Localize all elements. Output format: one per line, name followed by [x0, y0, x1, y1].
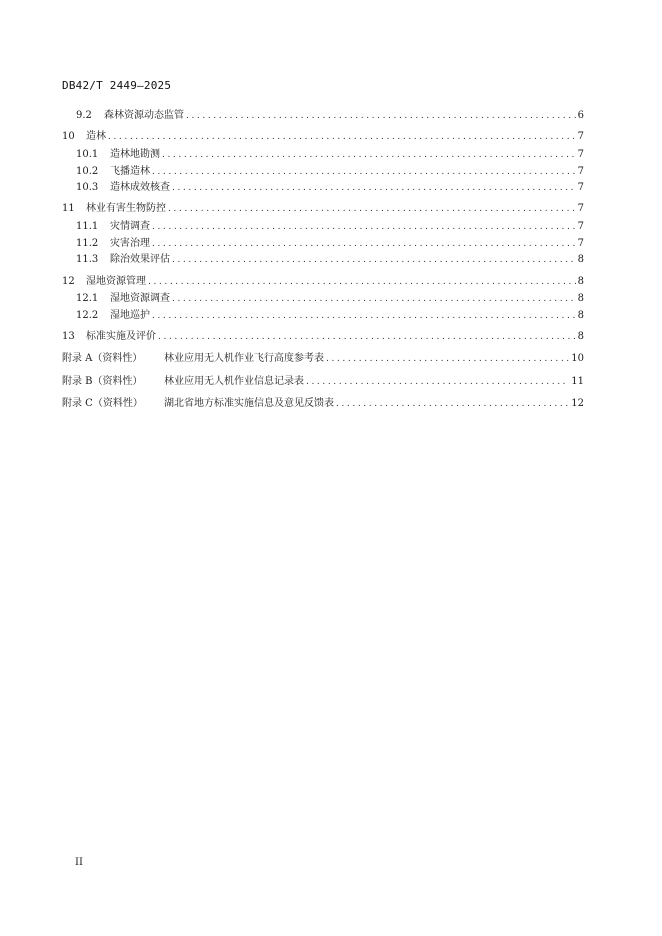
toc-entry-10-1[interactable]: [76, 148, 584, 162]
toc-entry-number: 10.1: [76, 149, 99, 160]
toc-entry-number: 12.2: [76, 310, 99, 321]
toc-entry-page: 8: [577, 331, 584, 342]
toc-leader-dots: [152, 165, 576, 179]
toc-entry-page: 7: [577, 182, 584, 193]
toc-entry-title: 造林: [86, 131, 106, 142]
toc-entry-12-2[interactable]: [76, 309, 584, 323]
toc-entry-title: 湿地资源调查: [110, 293, 170, 304]
toc-entry-page: 6: [577, 110, 584, 121]
toc-entry-page: 7: [577, 131, 584, 142]
toc-entry-10-3[interactable]: [76, 181, 584, 195]
toc-entry-page: 7: [577, 238, 584, 249]
toc-entry-9-2[interactable]: [76, 109, 584, 123]
toc-entry-11[interactable]: [62, 202, 584, 216]
toc-entry-title: 造林地勘测: [110, 149, 160, 160]
toc-entry-title: 飞播造林: [110, 166, 150, 177]
toc-entry-number: 13: [62, 331, 75, 342]
toc-entry-number: 11: [62, 203, 75, 214]
toc-entry-title: 湿地巡护: [110, 310, 150, 321]
toc-entry-page: 11: [571, 376, 584, 387]
toc-entry-13[interactable]: [62, 330, 584, 344]
toc-leader-dots: [152, 309, 576, 323]
toc-leader-dots: [172, 181, 576, 195]
toc-entry-number: 9.2: [76, 110, 92, 121]
toc-entry-page: 7: [577, 203, 584, 214]
toc-entry-title: 林业应用无人机作业信息记录表: [164, 376, 304, 387]
toc-entry-page: 8: [577, 254, 584, 265]
toc-entry-number: 11.2: [76, 238, 99, 249]
toc-entry-appendix-a[interactable]: [62, 352, 584, 366]
toc-entry-11-2[interactable]: [76, 237, 584, 251]
toc-entry-appendix-c[interactable]: [62, 397, 584, 411]
toc-entry-number: 10.2: [76, 166, 99, 177]
toc-entry-number: 附录 A（资料性）: [62, 353, 143, 364]
toc-entry-page: 7: [577, 221, 584, 232]
toc-entry-title: 造林成效核查: [110, 182, 170, 193]
toc-leader-dots: [168, 202, 576, 216]
toc-leader-dots: [148, 275, 576, 289]
toc-entry-number: 12: [62, 276, 75, 287]
toc-entry-title: 标准实施及评价: [86, 331, 156, 342]
toc-entry-10-2[interactable]: [76, 165, 584, 179]
toc-entry-title: 灾害治理: [110, 238, 150, 249]
toc-entry-title: 林业应用无人机作业飞行高度参考表: [164, 353, 324, 364]
toc-entry-title: 灾情调查: [110, 221, 150, 232]
document-code: DB42/T 2449—2025: [62, 79, 172, 92]
toc-entry-page: 10: [571, 353, 584, 364]
toc-leader-dots: [326, 352, 569, 366]
toc-entry-page: 8: [577, 276, 584, 287]
toc-leader-dots: [152, 237, 576, 251]
toc-leader-dots: [336, 397, 569, 411]
toc-entry-11-1[interactable]: [76, 220, 584, 234]
toc-leader-dots: [108, 130, 576, 144]
toc-leader-dots: [172, 253, 576, 267]
toc-leader-dots: [186, 109, 576, 123]
toc-entry-title: 除治效果评估: [110, 254, 170, 265]
toc-entry-number: 11.1: [76, 221, 99, 232]
toc-entry-page: 7: [577, 149, 584, 160]
toc-entry-title: 湖北省地方标准实施信息及意见反馈表: [164, 398, 334, 409]
toc-entry-page: 8: [577, 310, 584, 321]
toc-entry-title: 林业有害生物防控: [86, 203, 166, 214]
toc-entry-number: 10.3: [76, 182, 99, 193]
toc-entry-page: 7: [577, 166, 584, 177]
toc-entry-12-1[interactable]: [76, 292, 584, 306]
toc-leader-dots: [152, 220, 576, 234]
toc-leader-dots: [162, 148, 576, 162]
toc-entry-page: 12: [571, 398, 584, 409]
toc-leader-dots: [158, 330, 576, 344]
toc-entry-number: 附录 C（资料性）: [62, 398, 143, 409]
toc-entry-number: 10: [62, 131, 75, 142]
toc-entry-number: 附录 B（资料性）: [62, 376, 143, 387]
toc-leader-dots: [172, 292, 576, 306]
page-number: II: [75, 857, 83, 868]
toc-entry-11-3[interactable]: [76, 253, 584, 267]
toc-entry-10[interactable]: [62, 130, 584, 144]
toc-entry-12[interactable]: [62, 275, 584, 289]
toc-entry-number: 12.1: [76, 293, 99, 304]
toc-entry-title: 湿地资源管理: [86, 276, 146, 287]
toc-entry-title: 森林资源动态监管: [104, 110, 184, 121]
toc-entry-number: 11.3: [76, 254, 99, 265]
toc-entry-appendix-b[interactable]: [62, 375, 584, 389]
toc-leader-dots: [306, 375, 569, 389]
toc-entry-page: 8: [577, 293, 584, 304]
